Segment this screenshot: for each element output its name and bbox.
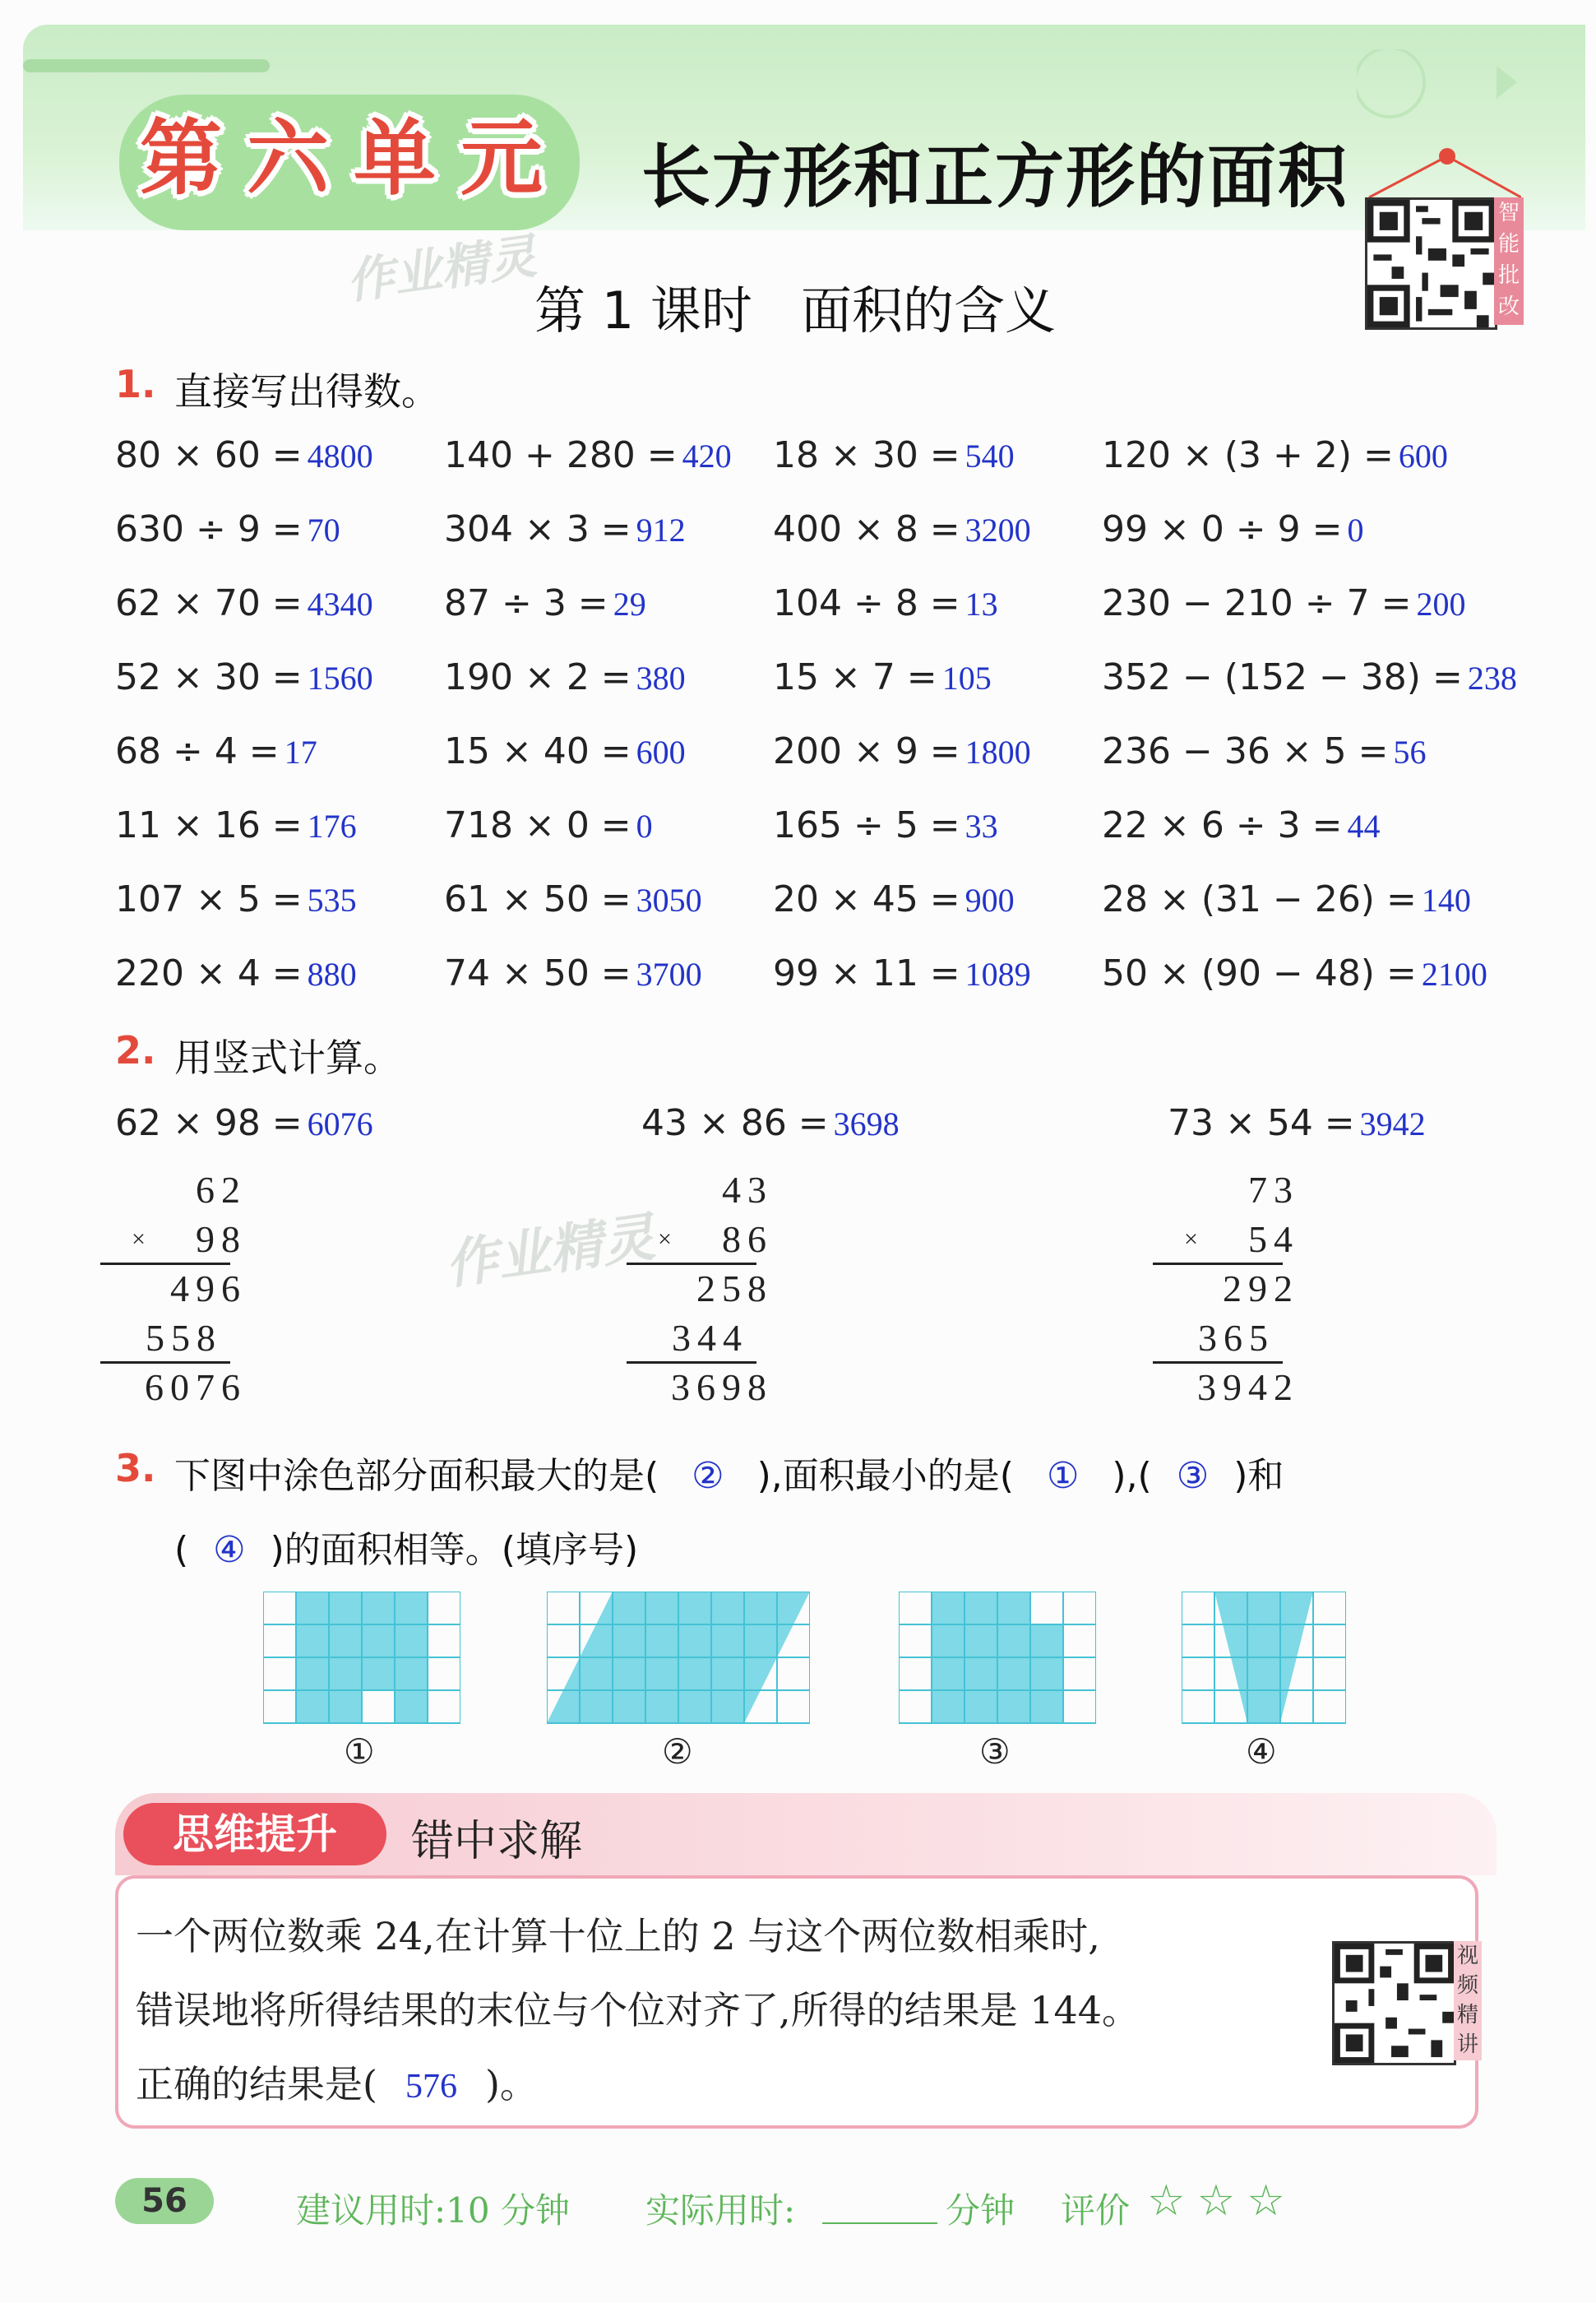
shaded-cell <box>1247 1657 1280 1690</box>
equation-question: 104 ÷ 8 = <box>773 582 960 624</box>
equation-answer[interactable]: 1800 <box>965 734 1031 771</box>
equation <box>115 434 373 476</box>
shaded-cell <box>965 1690 997 1723</box>
calc-equation <box>1168 1102 1426 1144</box>
question-text: 下图中涂色部分面积最大的是( <box>174 1455 659 1497</box>
shaded-cell <box>329 1624 362 1657</box>
equation-answer[interactable]: 535 <box>307 882 357 919</box>
equation-answer[interactable]: 44 <box>1347 808 1381 845</box>
equation <box>115 656 373 698</box>
equation-answer[interactable]: 3700 <box>636 956 702 993</box>
shaded-cell <box>296 1624 329 1657</box>
equation <box>773 952 1031 994</box>
equation-question: 68 ÷ 4 = <box>115 730 280 772</box>
calc-multiplier: 98 <box>196 1218 247 1260</box>
shaded-cell <box>1247 1592 1280 1624</box>
shaded-cell <box>965 1657 997 1690</box>
equation <box>1102 804 1381 846</box>
equation-question: 120 × (3 + 2) = <box>1102 434 1394 476</box>
shaded-cell <box>997 1592 1030 1624</box>
figure-label: ③ <box>979 1731 1011 1772</box>
calc-answer[interactable]: 3698 <box>833 1105 900 1142</box>
star-icon[interactable]: ☆ <box>1247 2176 1297 2226</box>
equation-question: 140 + 280 = <box>444 434 678 476</box>
shaded-cell <box>1247 1624 1280 1657</box>
figure-label: ① <box>344 1731 375 1772</box>
calc-multiplier: 86 <box>722 1218 773 1260</box>
equation <box>773 656 992 698</box>
section-number: 1. <box>115 362 156 406</box>
equation-question: 304 × 3 = <box>444 508 631 550</box>
shaded-cell <box>932 1690 965 1723</box>
shaded-cell <box>997 1624 1030 1657</box>
equation <box>773 878 1015 920</box>
question-line-2 <box>174 1520 638 1573</box>
question-line-1 <box>174 1446 1284 1499</box>
shaded-cell <box>965 1592 997 1624</box>
equation-answer[interactable]: 880 <box>307 956 357 993</box>
equation-question: 20 × 45 = <box>773 878 960 920</box>
unit-char: 第 <box>140 109 222 206</box>
shaded-cell <box>997 1690 1030 1723</box>
section-title: 用竖式计算。 <box>174 1036 401 1080</box>
think-text: )。 <box>484 2062 538 2106</box>
calc-multiplicand: 73 <box>1248 1169 1299 1211</box>
unit-char: 六 <box>247 109 329 206</box>
shaded-cell <box>1030 1624 1063 1657</box>
equation-answer[interactable]: 900 <box>965 882 1015 919</box>
equation-question: 80 × 60 = <box>115 434 303 476</box>
calc-partial-1: 258 <box>696 1267 773 1309</box>
shaded-cell <box>965 1624 997 1657</box>
equation-question: 99 × 11 = <box>773 952 960 994</box>
qr-tag: 智能批改 <box>1494 197 1524 325</box>
equation <box>115 730 317 772</box>
equation-question: 400 × 8 = <box>773 508 960 550</box>
equation <box>1102 434 1448 476</box>
equation <box>444 582 646 624</box>
equation <box>1102 656 1517 698</box>
equation-answer[interactable]: 13 <box>965 586 998 623</box>
equation-answer[interactable]: 0 <box>636 808 653 845</box>
watermark: 作业精灵 <box>441 1207 659 1297</box>
calc-answer[interactable]: 6076 <box>307 1105 373 1142</box>
shaded-cell <box>296 1657 329 1690</box>
star-icon[interactable]: ☆ <box>1196 2176 1247 2226</box>
question-text: ( <box>174 1529 189 1571</box>
think-line-2: 错误地将所得结果的末位与个位对齐了,所得的结果是 144。 <box>136 1988 1140 2032</box>
qr-pattern-icon <box>1335 1944 1454 2063</box>
header-stripe <box>23 59 270 72</box>
question-text: )和 <box>1233 1455 1284 1497</box>
shaded-cell <box>997 1657 1030 1690</box>
lesson-title: 第 1 课时 面积的含义 <box>534 280 1056 341</box>
shaded-cell <box>329 1690 362 1723</box>
equation <box>115 952 357 994</box>
equation <box>444 656 686 698</box>
calc-partial-2: 365 <box>1198 1317 1274 1359</box>
section-number: 2. <box>115 1028 156 1073</box>
figure-label: ② <box>662 1731 693 1772</box>
unit-char: 元 <box>460 109 543 206</box>
equation-question: 15 × 40 = <box>444 730 631 772</box>
calc-multiplicand: 62 <box>196 1169 247 1211</box>
shaded-cell <box>395 1592 428 1624</box>
equation-question: 190 × 2 = <box>444 656 631 698</box>
calc-result: 6076 <box>145 1366 247 1408</box>
calc-question: 73 × 54 = <box>1168 1102 1355 1144</box>
unit-char: 单 <box>354 109 436 206</box>
shaded-cell <box>395 1690 428 1723</box>
shaded-cell <box>296 1592 329 1624</box>
grid-figure-1 <box>263 1592 460 1725</box>
equation-question: 74 × 50 = <box>444 952 631 994</box>
equation-question: 18 × 30 = <box>773 434 960 476</box>
answer-equal-a[interactable]: ③ <box>1176 1456 1210 1496</box>
equation-question: 52 × 30 = <box>115 656 303 698</box>
shaded-cell <box>1247 1690 1280 1723</box>
shaded-cell <box>1030 1657 1063 1690</box>
equation-question: 22 × 6 ÷ 3 = <box>1102 804 1343 846</box>
equation-answer[interactable]: 600 <box>1398 438 1448 475</box>
equation-question: 236 − 36 × 5 = <box>1102 730 1389 772</box>
shaded-cell <box>932 1657 965 1690</box>
equation <box>1102 582 1466 624</box>
equation <box>444 878 702 920</box>
calc-question: 62 × 98 = <box>115 1102 303 1144</box>
equation-question: 352 − (152 − 38) = <box>1102 656 1463 698</box>
calc-partial-1: 496 <box>170 1267 247 1309</box>
equation-answer[interactable]: 238 <box>1467 660 1517 697</box>
times-sign: × <box>132 1226 146 1253</box>
qr-pattern-icon <box>1367 200 1495 327</box>
think-subtitle: 错中求解 <box>411 1817 583 1866</box>
shaded-cell <box>329 1657 362 1690</box>
shaded-cell <box>395 1624 428 1657</box>
equation-question: 630 ÷ 9 = <box>115 508 303 550</box>
equation-answer[interactable]: 140 <box>1421 882 1471 919</box>
equation <box>444 730 686 772</box>
equation-question: 99 × 0 ÷ 9 = <box>1102 508 1343 550</box>
equation-answer[interactable]: 17 <box>284 734 317 771</box>
equation-answer[interactable]: 912 <box>636 512 686 549</box>
equation <box>115 508 340 550</box>
shaded-cell <box>1030 1690 1063 1723</box>
actual-time-blank[interactable] <box>822 2222 937 2224</box>
equation-answer[interactable]: 540 <box>965 438 1015 475</box>
equation <box>773 804 998 846</box>
shaded-cell <box>362 1592 395 1624</box>
equation-answer[interactable]: 0 <box>1347 512 1364 549</box>
equation-question: 50 × (90 − 48) = <box>1102 952 1417 994</box>
equation <box>1102 952 1487 994</box>
think-text: 正确的结果是( <box>136 2062 377 2106</box>
think-line-3 <box>136 2055 538 2109</box>
calc-result: 3942 <box>1197 1366 1299 1408</box>
equation <box>115 804 357 846</box>
equation-answer[interactable]: 380 <box>636 660 686 697</box>
calc-partial-1: 292 <box>1223 1267 1299 1309</box>
equation-answer[interactable]: 200 <box>1416 586 1466 623</box>
unit-title: 长方形和正方形的面积 <box>641 136 1349 217</box>
equation-answer[interactable]: 56 <box>1393 734 1427 771</box>
equation-answer[interactable]: 420 <box>682 438 732 475</box>
equation-question: 62 × 70 = <box>115 582 303 624</box>
shaded-cell <box>932 1592 965 1624</box>
equation <box>444 952 702 994</box>
equation-answer[interactable]: 600 <box>636 734 686 771</box>
equation <box>1102 878 1471 920</box>
equation-answer[interactable]: 70 <box>307 512 340 549</box>
equation <box>773 508 1031 550</box>
shaded-cell <box>395 1657 428 1690</box>
section-number: 3. <box>115 1446 156 1490</box>
times-sign: × <box>1184 1226 1198 1253</box>
actual-time-label: 实际用时: <box>645 2190 796 2231</box>
equation <box>115 878 357 920</box>
equation <box>773 434 1015 476</box>
calc-answer[interactable]: 3942 <box>1359 1105 1426 1142</box>
qr-tag: 视频精讲 <box>1454 1941 1482 2060</box>
equation-question: 718 × 0 = <box>444 804 631 846</box>
section-title: 直接写出得数。 <box>174 369 439 414</box>
calc-partial-2: 558 <box>146 1317 222 1359</box>
equation-question: 11 × 16 = <box>115 804 303 846</box>
grid-figure-4 <box>1182 1592 1346 1725</box>
equation <box>444 804 653 846</box>
watermark: 作业精灵 <box>343 228 540 310</box>
rating-stars[interactable] <box>1147 2176 1297 2226</box>
shaded-cell <box>296 1690 329 1723</box>
calc-rule <box>100 1263 230 1265</box>
question-text: )的面积相等。(填序号) <box>270 1529 639 1571</box>
grid-figure-2 <box>547 1592 810 1725</box>
calc-result: 3698 <box>671 1366 773 1408</box>
think-line-1: 一个两位数乘 24,在计算十位上的 2 与这个两位数相乘时, <box>136 1914 1100 1958</box>
rating-label: 评价 <box>1061 2190 1131 2231</box>
qr-code-icon[interactable] <box>1365 197 1497 330</box>
equation <box>1102 730 1427 772</box>
equation <box>115 582 373 624</box>
equation-answer[interactable]: 176 <box>307 808 357 845</box>
equation-question: 61 × 50 = <box>444 878 631 920</box>
equation-answer[interactable]: 1560 <box>307 660 373 697</box>
shaded-cell <box>329 1592 362 1624</box>
grid-figure-3 <box>899 1592 1096 1725</box>
equation-question: 200 × 9 = <box>773 730 960 772</box>
calc-rule <box>100 1361 230 1364</box>
calc-equation <box>641 1102 900 1144</box>
equation <box>773 730 1031 772</box>
think-badge: 思维提升 <box>123 1803 386 1865</box>
equation-answer[interactable]: 1089 <box>965 956 1031 993</box>
equation-question: 28 × (31 − 26) = <box>1102 878 1417 920</box>
star-icon[interactable]: ☆ <box>1147 2176 1197 2226</box>
calc-multiplicand: 43 <box>722 1169 773 1211</box>
times-sign: × <box>658 1226 672 1253</box>
equation-question: 15 × 7 = <box>773 656 937 698</box>
calc-multiplier: 54 <box>1248 1218 1299 1260</box>
calc-rule <box>1153 1263 1283 1265</box>
calc-rule <box>627 1361 756 1364</box>
page-number: 56 <box>115 2178 214 2224</box>
answer-smallest[interactable]: ① <box>1046 1456 1080 1496</box>
answer-equal-b[interactable]: ④ <box>213 1530 246 1570</box>
suggested-time: 建议用时:10 分钟 <box>296 2190 570 2231</box>
equation-answer[interactable]: 2100 <box>1421 956 1487 993</box>
calc-partial-2: 344 <box>672 1317 748 1359</box>
equation-question: 230 − 210 ÷ 7 = <box>1102 582 1412 624</box>
equation-answer[interactable]: 3200 <box>965 512 1031 549</box>
shaded-cell <box>362 1657 395 1690</box>
equation-answer[interactable]: 29 <box>613 586 646 623</box>
think-answer[interactable]: 576 <box>405 2068 457 2106</box>
qr-code-icon[interactable] <box>1332 1941 1456 2065</box>
equation-question: 107 × 5 = <box>115 878 303 920</box>
equation <box>444 508 686 550</box>
equation <box>773 582 998 624</box>
figure-label: ④ <box>1246 1731 1277 1772</box>
minute-unit: 分钟 <box>946 2190 1015 2231</box>
equation <box>1102 508 1364 550</box>
equation-answer[interactable]: 33 <box>965 808 998 845</box>
equation-answer[interactable]: 3050 <box>636 882 702 919</box>
question-text: ),面积最小的是( <box>756 1455 1014 1497</box>
equation-answer[interactable]: 4340 <box>307 586 373 623</box>
equation <box>444 434 732 476</box>
equation-answer[interactable]: 105 <box>941 660 992 697</box>
equation-question: 87 ÷ 3 = <box>444 582 608 624</box>
answer-largest[interactable]: ② <box>692 1456 724 1496</box>
hanging-string-icon <box>1357 49 1521 206</box>
shaded-cell <box>362 1624 395 1657</box>
calc-rule <box>1153 1361 1283 1364</box>
shaded-cell <box>932 1624 965 1657</box>
calc-equation <box>115 1102 373 1144</box>
equation-question: 165 ÷ 5 = <box>773 804 960 846</box>
equation-question: 220 × 4 = <box>115 952 303 994</box>
question-text: ),( <box>1112 1455 1152 1497</box>
calc-question: 43 × 86 = <box>641 1102 829 1144</box>
equation-answer[interactable]: 4800 <box>307 438 373 475</box>
